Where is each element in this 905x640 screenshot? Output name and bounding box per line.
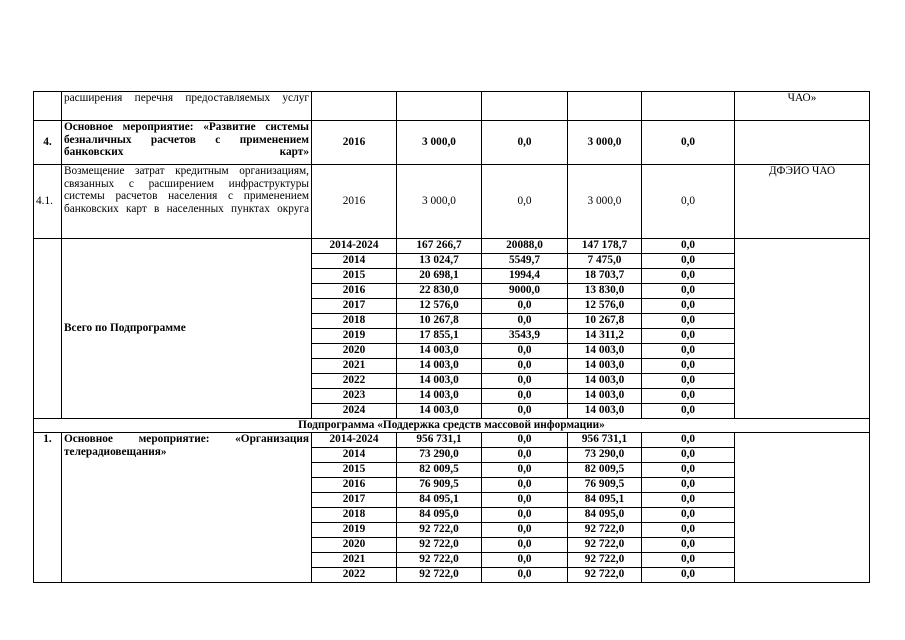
year-cell: 2016 <box>312 478 397 493</box>
total-cell: 13 024,7 <box>397 254 482 269</box>
other-cell: 0,0 <box>642 478 735 493</box>
reg-cell: 92 722,0 <box>568 553 642 568</box>
total-cell: 14 003,0 <box>397 404 482 419</box>
total-cell: 20 698,1 <box>397 269 482 284</box>
table-row <box>34 433 870 448</box>
reg-cell: 10 267,8 <box>568 314 642 329</box>
reg-cell: 14 003,0 <box>568 359 642 374</box>
reg-cell: 13 830,0 <box>568 284 642 299</box>
row-number <box>34 239 62 419</box>
other-cell: 0,0 <box>642 538 735 553</box>
fed-cell: 0,0 <box>482 493 568 508</box>
reg-cell: 76 909,5 <box>568 478 642 493</box>
federal-cell <box>482 92 568 121</box>
total-cell: 92 722,0 <box>397 568 482 583</box>
year-cell: 2015 <box>312 463 397 478</box>
reg-cell: 84 095,0 <box>568 508 642 523</box>
year-cell: 2017 <box>312 493 397 508</box>
reg-cell: 14 003,0 <box>568 344 642 359</box>
total-cell: 76 909,5 <box>397 478 482 493</box>
other-cell: 0,0 <box>642 239 735 254</box>
table-row <box>34 239 870 254</box>
year-cell: 2016 <box>312 121 397 165</box>
fed-cell: 5549,7 <box>482 254 568 269</box>
other-cell: 0,0 <box>642 433 735 448</box>
year-cell: 2014-2024 <box>312 239 397 254</box>
year-cell: 2023 <box>312 389 397 404</box>
total-cell: 92 722,0 <box>397 553 482 568</box>
year-cell: 2014-2024 <box>312 433 397 448</box>
other-cell: 0,0 <box>642 493 735 508</box>
other-cell: 0,0 <box>642 269 735 284</box>
table-row <box>34 121 870 165</box>
reg-cell: 92 722,0 <box>568 523 642 538</box>
fed-cell: 0,0 <box>482 433 568 448</box>
reg-cell: 147 178,7 <box>568 239 642 254</box>
reg-cell: 14 003,0 <box>568 389 642 404</box>
total-cell: 14 003,0 <box>397 344 482 359</box>
year-cell: 2017 <box>312 299 397 314</box>
reg-cell: 14 311,2 <box>568 329 642 344</box>
total-cell: 167 266,7 <box>397 239 482 254</box>
federal-cell: 0,0 <box>482 165 568 239</box>
total-cell: 956 731,1 <box>397 433 482 448</box>
reg-cell: 12 576,0 <box>568 299 642 314</box>
total-cell: 14 003,0 <box>397 374 482 389</box>
other-cell: 0,0 <box>642 299 735 314</box>
other-cell: 0,0 <box>642 359 735 374</box>
year-cell: 2015 <box>312 269 397 284</box>
other-cell: 0,0 <box>642 165 735 239</box>
fed-cell: 0,0 <box>482 478 568 493</box>
other-cell: 0,0 <box>642 284 735 299</box>
year-cell: 2022 <box>312 568 397 583</box>
year-cell <box>312 92 397 121</box>
responsible-cell <box>735 433 870 583</box>
fed-cell: 3543,9 <box>482 329 568 344</box>
fed-cell: 0,0 <box>482 448 568 463</box>
other-cell: 0,0 <box>642 404 735 419</box>
regional-cell <box>568 92 642 121</box>
year-cell: 2016 <box>312 284 397 299</box>
reg-cell: 18 703,7 <box>568 269 642 284</box>
reg-cell: 92 722,0 <box>568 568 642 583</box>
reg-cell: 82 009,5 <box>568 463 642 478</box>
fed-cell: 1994,4 <box>482 269 568 284</box>
federal-cell: 0,0 <box>482 121 568 165</box>
fed-cell: 0,0 <box>482 374 568 389</box>
block-label: Всего по Подпрограмме <box>62 239 312 419</box>
year-cell: 2021 <box>312 553 397 568</box>
year-cell: 2014 <box>312 254 397 269</box>
section-header-row <box>34 419 870 433</box>
total-cell: 3 000,0 <box>397 121 482 165</box>
other-cell: 0,0 <box>642 523 735 538</box>
other-cell: 0,0 <box>642 389 735 404</box>
year-cell: 2020 <box>312 344 397 359</box>
reg-cell: 956 731,1 <box>568 433 642 448</box>
total-cell: 84 095,0 <box>397 508 482 523</box>
other-cell: 0,0 <box>642 553 735 568</box>
reg-cell: 14 003,0 <box>568 374 642 389</box>
other-cell: 0,0 <box>642 314 735 329</box>
regional-cell: 3 000,0 <box>568 121 642 165</box>
total-cell: 14 003,0 <box>397 359 482 374</box>
fed-cell: 20088,0 <box>482 239 568 254</box>
fed-cell: 0,0 <box>482 553 568 568</box>
year-cell: 2021 <box>312 359 397 374</box>
other-cell: 0,0 <box>642 254 735 269</box>
total-cell: 92 722,0 <box>397 523 482 538</box>
fed-cell: 0,0 <box>482 404 568 419</box>
activity-text: расширения перечня предоставляемых услуг <box>62 92 312 121</box>
row-number: 4.1. <box>34 165 62 239</box>
total-cell: 92 722,0 <box>397 538 482 553</box>
year-cell: 2018 <box>312 314 397 329</box>
other-cell: 0,0 <box>642 448 735 463</box>
table-row <box>34 165 870 239</box>
section-title: Подпрограмма «Поддержка средств массовой информации» <box>34 419 870 433</box>
row-number: 4. <box>34 121 62 165</box>
block-label: Основное мероприятие: «Организация телерадиовещания» <box>62 433 312 583</box>
row-number: 1. <box>34 433 62 583</box>
year-cell: 2018 <box>312 508 397 523</box>
responsible-cell: ЧАО» <box>735 92 870 121</box>
reg-cell: 84 095,1 <box>568 493 642 508</box>
reg-cell: 14 003,0 <box>568 404 642 419</box>
total-cell: 84 095,1 <box>397 493 482 508</box>
fed-cell: 0,0 <box>482 523 568 538</box>
year-cell: 2020 <box>312 538 397 553</box>
year-cell: 2016 <box>312 165 397 239</box>
total-cell: 17 855,1 <box>397 329 482 344</box>
total-cell: 12 576,0 <box>397 299 482 314</box>
total-cell <box>397 92 482 121</box>
fed-cell: 0,0 <box>482 359 568 374</box>
other-cell: 0,0 <box>642 568 735 583</box>
fed-cell: 0,0 <box>482 538 568 553</box>
year-cell: 2019 <box>312 329 397 344</box>
fed-cell: 0,0 <box>482 314 568 329</box>
table-row <box>34 92 870 121</box>
fed-cell: 0,0 <box>482 389 568 404</box>
other-cell: 0,0 <box>642 121 735 165</box>
fed-cell: 0,0 <box>482 568 568 583</box>
total-cell: 82 009,5 <box>397 463 482 478</box>
responsible-cell: ДФЭИО ЧАО <box>735 165 870 239</box>
regional-cell: 3 000,0 <box>568 165 642 239</box>
reg-cell: 73 290,0 <box>568 448 642 463</box>
fed-cell: 0,0 <box>482 508 568 523</box>
fed-cell: 9000,0 <box>482 284 568 299</box>
funding-table <box>33 91 870 583</box>
other-cell: 0,0 <box>642 329 735 344</box>
activity-text: Основное мероприятие: «Развитие системы безналичных расчетов с применением банковских карт» <box>62 121 312 165</box>
total-cell: 10 267,8 <box>397 314 482 329</box>
total-cell: 73 290,0 <box>397 448 482 463</box>
year-cell: 2019 <box>312 523 397 538</box>
other-cell: 0,0 <box>642 463 735 478</box>
fed-cell: 0,0 <box>482 463 568 478</box>
fed-cell: 0,0 <box>482 344 568 359</box>
year-cell: 2022 <box>312 374 397 389</box>
other-cell: 0,0 <box>642 374 735 389</box>
other-cell: 0,0 <box>642 508 735 523</box>
year-cell: 2014 <box>312 448 397 463</box>
responsible-cell <box>735 121 870 165</box>
total-cell: 22 830,0 <box>397 284 482 299</box>
other-cell <box>642 92 735 121</box>
total-cell: 3 000,0 <box>397 165 482 239</box>
other-cell: 0,0 <box>642 344 735 359</box>
activity-text: Возмещение затрат кредитным организациям, связанных с расширением инфраструктуры системы расчетов населения с применением банковских карт в населенных пунктах округа <box>62 165 312 239</box>
row-number <box>34 92 62 121</box>
reg-cell: 92 722,0 <box>568 538 642 553</box>
total-cell: 14 003,0 <box>397 389 482 404</box>
responsible-cell <box>735 239 870 419</box>
reg-cell: 7 475,0 <box>568 254 642 269</box>
fed-cell: 0,0 <box>482 299 568 314</box>
year-cell: 2024 <box>312 404 397 419</box>
